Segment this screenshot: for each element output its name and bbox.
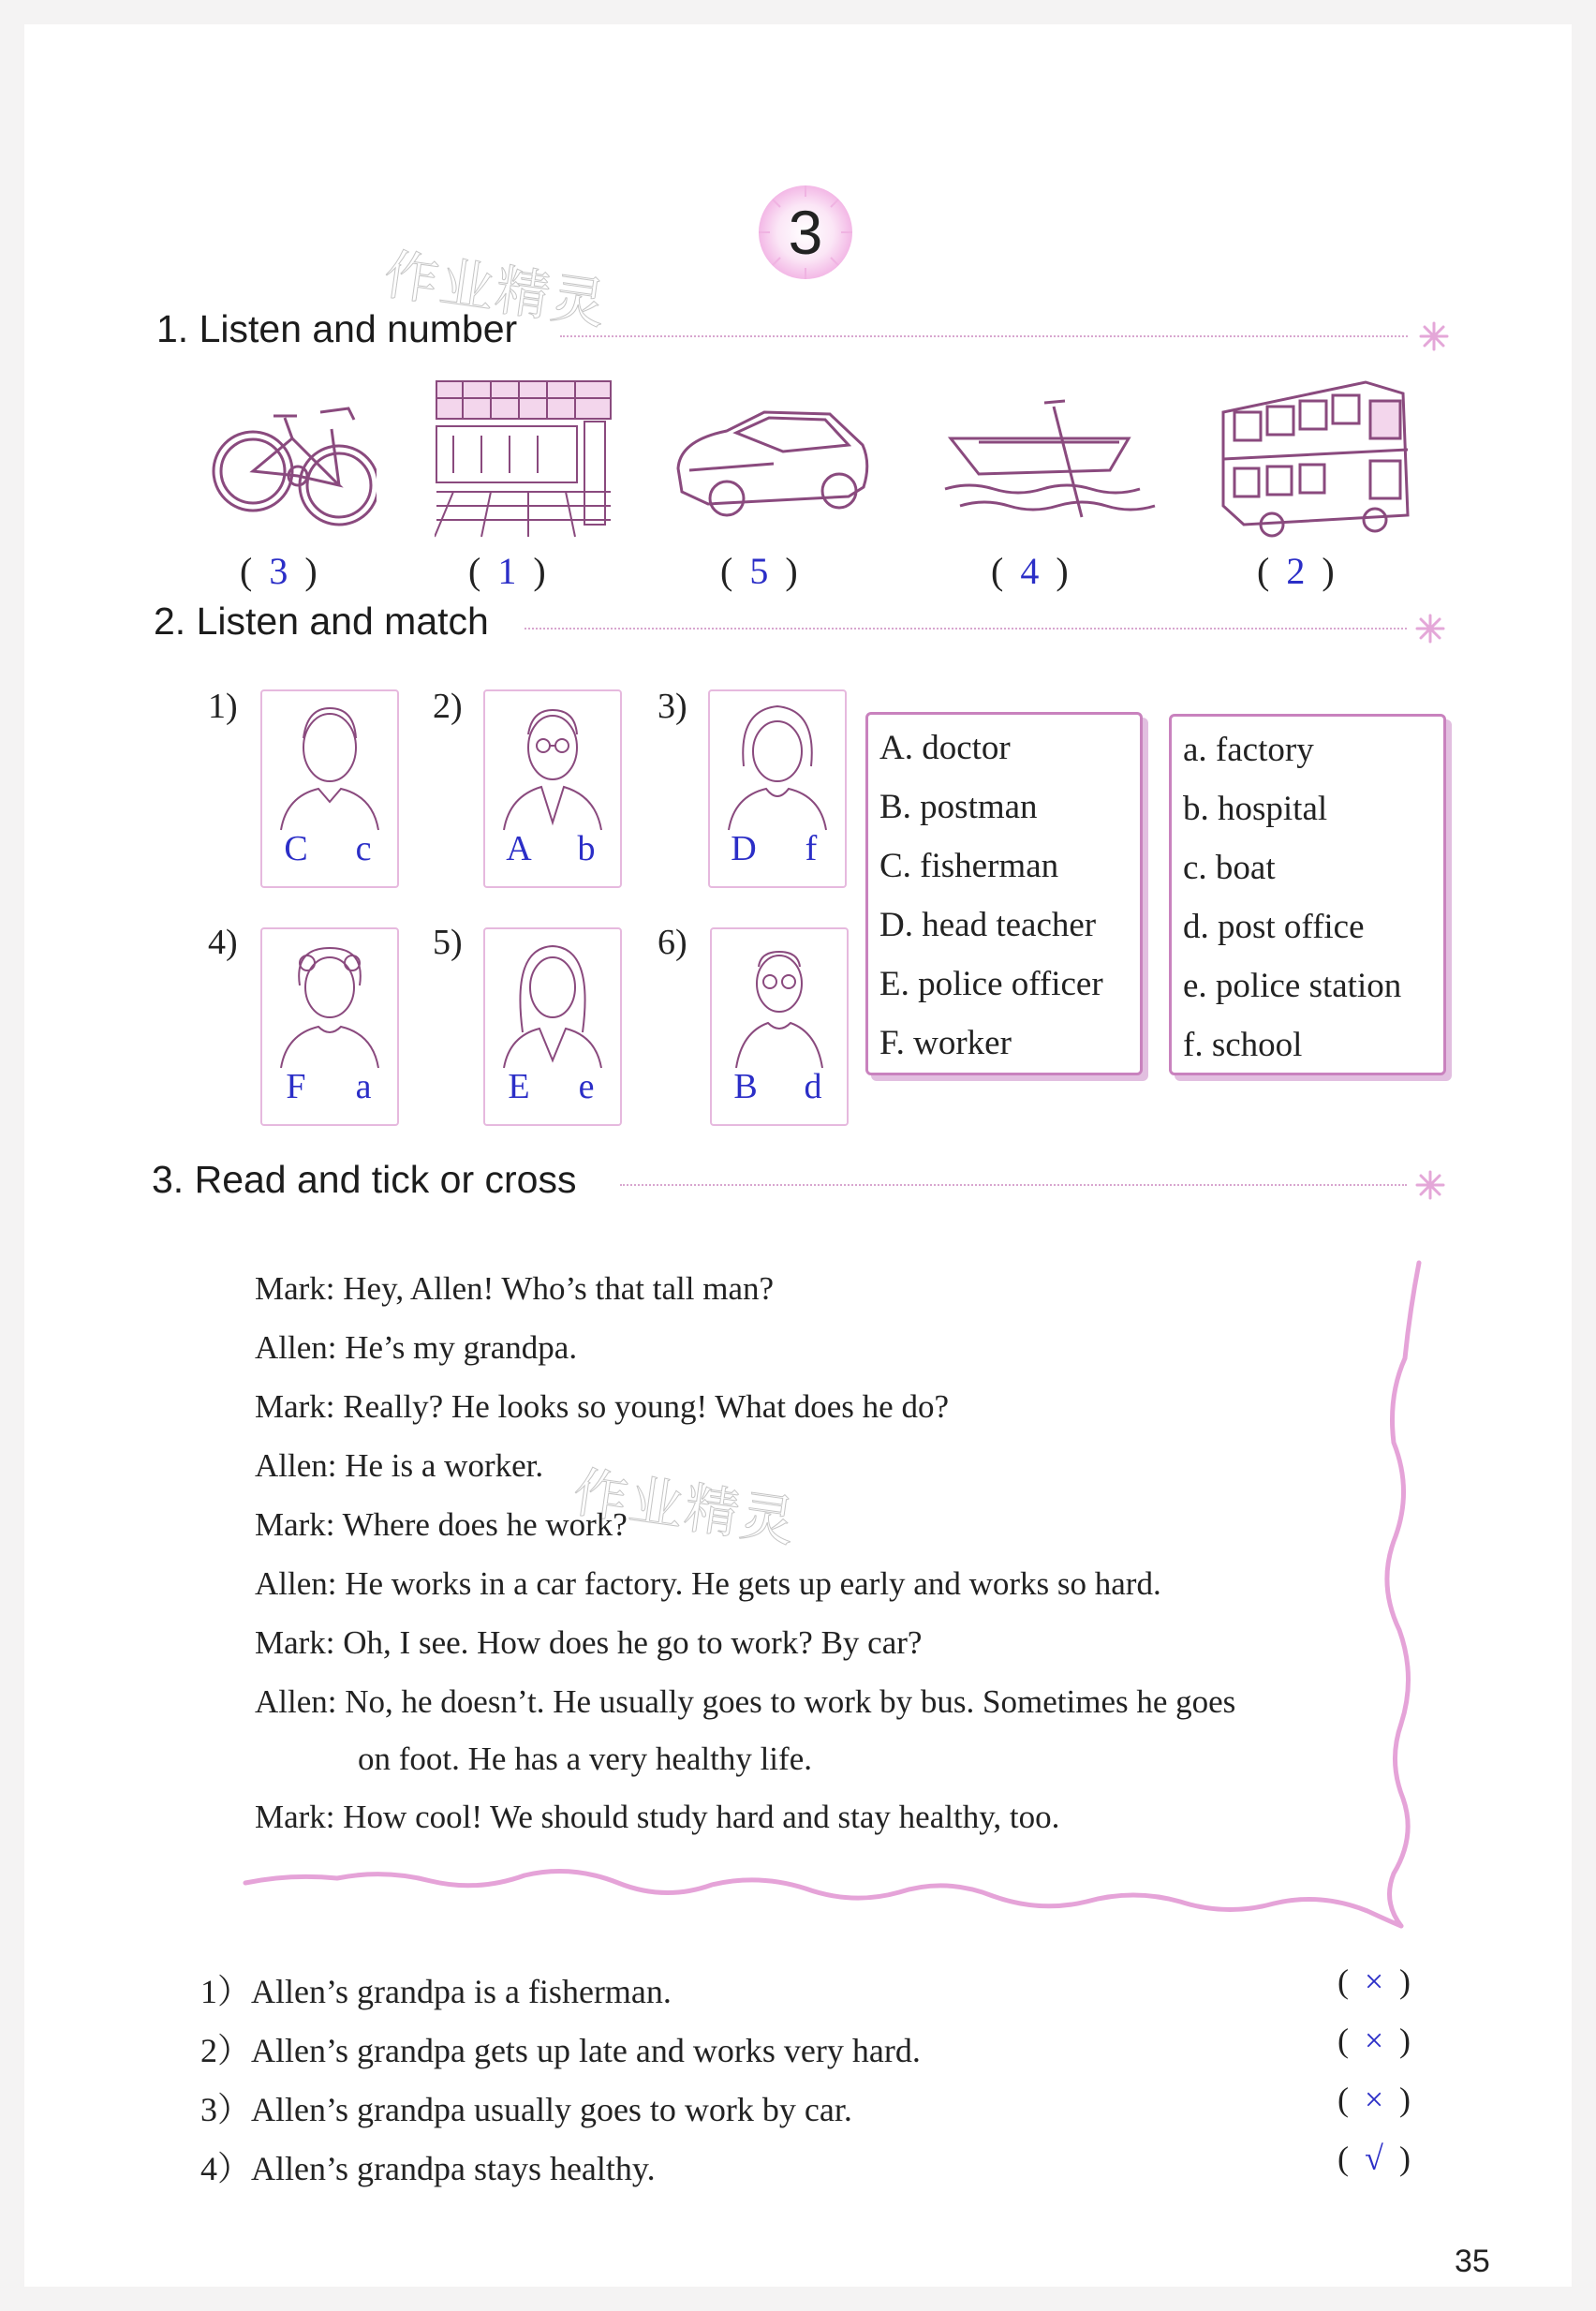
answer-1: ( × ) bbox=[1337, 1963, 1411, 2000]
answer-3: ( × ) bbox=[1337, 2081, 1411, 2118]
woman-portrait-icon bbox=[710, 691, 845, 832]
unit-badge bbox=[757, 184, 854, 281]
boat-picture bbox=[941, 395, 1157, 526]
place-answer: a bbox=[355, 1067, 372, 1106]
old-man-portrait-icon bbox=[712, 929, 847, 1070]
place-item: e. police station bbox=[1183, 967, 1402, 1005]
woman-long-hair-portrait-icon bbox=[485, 929, 620, 1070]
job-answer: C bbox=[284, 829, 308, 868]
person-label: 3) bbox=[658, 687, 687, 726]
bicycle-picture bbox=[208, 382, 377, 541]
divider bbox=[620, 1184, 1407, 1186]
place-answer: b bbox=[577, 829, 596, 868]
picture-answer-3: ( 5 ) bbox=[720, 550, 798, 592]
car-picture bbox=[671, 393, 877, 525]
places-box bbox=[1169, 714, 1446, 1075]
job-item: A. doctor bbox=[879, 729, 1011, 767]
sparkle-icon bbox=[1414, 613, 1446, 644]
portrait-1 bbox=[260, 689, 399, 888]
watermark: 作业精灵 bbox=[379, 242, 612, 337]
picture-answer-1: ( 3 ) bbox=[240, 550, 318, 592]
place-item: b. hospital bbox=[1183, 790, 1328, 828]
section-2-title: 2. Listen and match bbox=[154, 600, 489, 643]
unit-number: 3 bbox=[788, 198, 823, 267]
dialog-line: Mark: How cool! We should study hard and stay healthy, too. bbox=[255, 1799, 1060, 1835]
picture-answer-5: ( 2 ) bbox=[1257, 550, 1335, 592]
place-answer: c bbox=[355, 829, 372, 868]
portrait-5 bbox=[483, 927, 622, 1126]
workbook-page bbox=[24, 24, 1572, 2287]
dialog-line: Mark: Where does he work? bbox=[255, 1506, 628, 1543]
job-item: D. head teacher bbox=[879, 906, 1097, 944]
watermark: 作业精灵 bbox=[569, 1459, 801, 1555]
place-answer: f bbox=[805, 829, 818, 868]
dialog-line: Allen: He is a worker. bbox=[255, 1447, 544, 1484]
dialog-line: Allen: He works in a car factory. He gets up early and works so hard. bbox=[255, 1565, 1161, 1602]
dialog-line: Mark: Hey, Allen! Who’s that tall man? bbox=[255, 1270, 775, 1307]
job-item: B. postman bbox=[879, 788, 1038, 826]
jobs-box bbox=[865, 712, 1143, 1075]
picture-answer-4: ( 4 ) bbox=[991, 550, 1069, 592]
page-number: 35 bbox=[1455, 2244, 1490, 2279]
answer-2: ( × ) bbox=[1337, 2022, 1411, 2059]
answer-4: ( √ ) bbox=[1337, 2140, 1411, 2177]
section-1-title: 1. Listen and number bbox=[156, 307, 518, 350]
man-glasses-portrait-icon bbox=[485, 691, 620, 832]
portrait-4 bbox=[260, 927, 399, 1126]
statement-4: 4）Allen’s grandpa stays healthy. bbox=[200, 2150, 656, 2187]
person-label: 1) bbox=[208, 687, 238, 726]
place-item: c. boat bbox=[1183, 849, 1276, 887]
person-label: 5) bbox=[433, 923, 463, 962]
statement-3: 3）Allen’s grandpa usually goes to work by car. bbox=[200, 2091, 852, 2128]
bus-picture bbox=[1216, 375, 1412, 539]
dialog-line: Mark: Really? He looks so young! What does he do? bbox=[255, 1388, 949, 1425]
subway-picture bbox=[435, 379, 613, 539]
job-answer: B bbox=[733, 1067, 758, 1106]
place-answer: d bbox=[804, 1067, 822, 1106]
dialog-line: Mark: Oh, I see. How does he go to work? By car? bbox=[255, 1624, 923, 1661]
sparkle-icon bbox=[1418, 320, 1450, 352]
dialog-line: Allen: He’s my grandpa. bbox=[255, 1329, 578, 1366]
divider bbox=[560, 335, 1408, 337]
woman-curly-portrait-icon bbox=[262, 929, 397, 1070]
dialog-line: on foot. He has a very healthy life. bbox=[358, 1741, 812, 1777]
person-label: 4) bbox=[208, 923, 238, 962]
place-answer: e bbox=[578, 1067, 595, 1106]
sparkle-icon bbox=[1414, 1169, 1446, 1201]
person-label: 2) bbox=[433, 687, 463, 726]
job-answer: D bbox=[731, 829, 757, 868]
portrait-2 bbox=[483, 689, 622, 888]
place-item: a. factory bbox=[1183, 731, 1314, 769]
portrait-6 bbox=[710, 927, 849, 1126]
job-item: F. worker bbox=[879, 1024, 1012, 1062]
job-answer: E bbox=[508, 1067, 530, 1106]
job-answer: F bbox=[286, 1067, 306, 1106]
place-item: f. school bbox=[1183, 1026, 1303, 1064]
section-3-title: 3. Read and tick or cross bbox=[152, 1158, 577, 1201]
picture-answer-2: ( 1 ) bbox=[468, 550, 546, 592]
job-item: E. police officer bbox=[879, 965, 1103, 1003]
dialog-line: Allen: No, he doesn’t. He usually goes to work by bus. Sometimes he goes bbox=[255, 1683, 1236, 1720]
divider bbox=[525, 628, 1407, 630]
statement-1: 1）Allen’s grandpa is a fisherman. bbox=[200, 1973, 672, 2010]
portrait-3 bbox=[708, 689, 847, 888]
job-answer: A bbox=[506, 829, 532, 868]
person-label: 6) bbox=[658, 923, 687, 962]
man-portrait-icon bbox=[262, 691, 397, 832]
job-item: C. fisherman bbox=[879, 847, 1059, 885]
statement-2: 2）Allen’s grandpa gets up late and works very hard. bbox=[200, 2032, 921, 2069]
place-item: d. post office bbox=[1183, 908, 1365, 946]
